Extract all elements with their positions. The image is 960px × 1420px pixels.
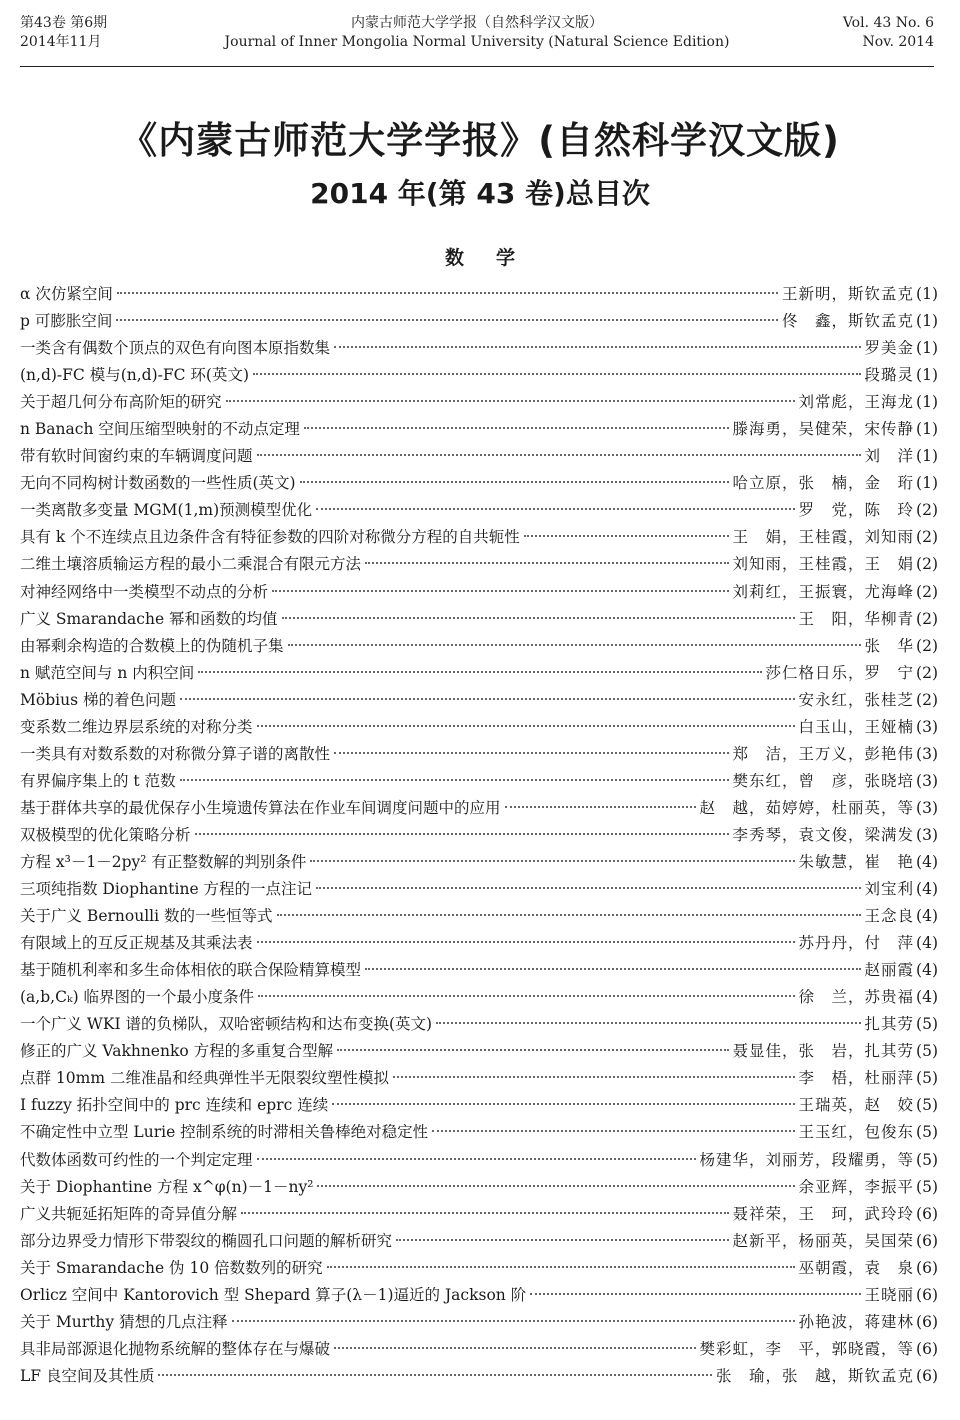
- dot-leader: [334, 1347, 696, 1349]
- header-rule: [20, 66, 934, 67]
- entry-issue: (4): [916, 852, 938, 871]
- entry-issue: (2): [916, 690, 938, 709]
- toc-entry: [20, 904, 938, 931]
- entry-title: 关于 Smarandache 伪 10 倍数数列的研究: [20, 1258, 323, 1277]
- dot-leader: [195, 833, 729, 835]
- entry-authors: 孙艳波，蒋建林: [798, 1312, 915, 1331]
- entry-issue: (5): [916, 1177, 938, 1196]
- toc-entry: [20, 634, 938, 661]
- entry-authors: 佟 鑫，斯钦孟克: [782, 312, 915, 331]
- dot-leader: [316, 887, 860, 889]
- entry-authors: 李 梧，杜丽萍: [798, 1069, 915, 1088]
- dot-leader: [180, 779, 729, 781]
- dot-leader: [257, 941, 795, 943]
- toc-entry: [20, 1310, 938, 1337]
- entry-title: 基于群体共享的最优保存小生境遗传算法在作业车间调度问题中的应用: [20, 798, 501, 817]
- dot-leader: [253, 373, 861, 375]
- toc-entry: [20, 309, 938, 336]
- toc-entry: [20, 796, 938, 823]
- issue-info-en: [843, 14, 934, 52]
- dot-leader: [332, 1103, 794, 1105]
- entry-issue: (2): [916, 636, 938, 655]
- toc-entry: [20, 769, 938, 796]
- entry-authors: 李秀琴，袁文俊，梁满发: [732, 825, 915, 844]
- entry-authors: 王 阳，华柳青: [798, 609, 915, 628]
- entry-issue: (2): [916, 501, 938, 520]
- entry-authors: 刘 洋: [864, 447, 915, 466]
- toc-entry: [20, 552, 938, 579]
- entry-authors: 罗 党，陈 玲: [798, 501, 915, 520]
- entry-authors: 巫朝霞，袁 泉: [798, 1258, 915, 1277]
- entry-title: 点群 10mm 二维准晶和经典弹性半无限裂纹塑性模拟: [20, 1069, 389, 1088]
- entry-issue: (4): [916, 880, 938, 899]
- toc-entry: [20, 1120, 938, 1147]
- entry-title: 具非局部源退化抛物系统解的整体存在与爆破: [20, 1339, 331, 1358]
- toc-entry: [20, 877, 938, 904]
- page-title: 《内蒙古师范大学学报》(自然科学汉文版): [120, 119, 840, 162]
- entry-title: 有界偏序集上的 t 范数: [20, 771, 176, 790]
- toc-entry: [20, 850, 938, 877]
- entry-title: 关于超几何分布高阶矩的研究: [20, 393, 222, 412]
- entry-title: Möbius 梯的着色问题: [20, 690, 176, 709]
- entry-authors: 刘宝利: [864, 880, 915, 899]
- entry-title: 基于随机利率和多生命体相依的联合保险精算模型: [20, 961, 362, 980]
- toc-entry: [20, 688, 938, 715]
- entry-authors: 张 华: [864, 636, 915, 655]
- dot-leader: [226, 400, 795, 402]
- entry-issue: (1): [916, 474, 938, 493]
- entry-authors: 王新明，斯钦孟克: [782, 285, 915, 303]
- entry-authors: 张 瑜，张 越，斯钦孟克: [716, 1366, 915, 1385]
- entry-issue: (5): [916, 1042, 938, 1061]
- entry-issue: (1): [916, 393, 938, 412]
- toc-entry: [20, 661, 938, 688]
- entry-issue: (3): [916, 717, 938, 736]
- entry-title: (n,d)-FC 模与(n,d)-FC 环(英文): [20, 366, 250, 385]
- entry-authors: 杨建华，刘丽芳，段耀勇，等: [699, 1150, 915, 1169]
- entry-issue: (5): [916, 1123, 938, 1142]
- entry-title: 变系数二维边界层系统的对称分类: [20, 717, 253, 736]
- toc-entry: [20, 1175, 938, 1202]
- entry-title: 具有 k 个不连续点且边条件含有特征参数的四阶对称微分方程的自共轭性: [20, 528, 520, 547]
- toc-entry: [20, 1148, 938, 1175]
- entry-authors: 莎仁格日乐，罗 宁: [765, 663, 915, 682]
- dot-leader: [288, 644, 861, 646]
- dot-leader: [334, 346, 861, 348]
- toc-entry: [20, 498, 938, 525]
- running-header: [20, 14, 934, 64]
- entry-issue: (1): [916, 420, 938, 439]
- entry-issue: (2): [916, 582, 938, 601]
- entry-issue: (4): [916, 961, 938, 980]
- entry-title: 一个广义 WKI 谱的负梯队，双哈密顿结构和达布变换(英文): [20, 1015, 433, 1034]
- dot-leader: [505, 806, 696, 808]
- section-heading: 数学: [444, 247, 547, 269]
- entry-issue: (3): [916, 798, 938, 817]
- entry-issue: (6): [916, 1258, 938, 1277]
- dot-leader: [304, 427, 729, 429]
- toc-entry: [20, 1202, 938, 1229]
- entry-issue: (4): [916, 934, 938, 953]
- entry-issue: (6): [916, 1231, 938, 1250]
- entry-authors: 聂祥荣，王 珂，武玲玲: [732, 1204, 915, 1223]
- entry-title: 有限域上的互反正规基及其乘法表: [20, 934, 253, 953]
- entry-issue: (3): [916, 825, 938, 844]
- entry-title: 不确定性中立型 Lurie 控制系统的时滞相关鲁棒绝对稳定性: [20, 1123, 429, 1142]
- entry-issue: (5): [916, 1150, 938, 1169]
- entry-authors: 余亚辉，李振平: [798, 1177, 915, 1196]
- entry-authors: 安永红，张桂芝: [798, 690, 915, 709]
- toc-entry: [20, 1337, 938, 1364]
- volume-issue: 第43卷 第6期: [20, 15, 108, 31]
- issue-date: 2014年11月: [20, 34, 102, 50]
- dot-leader: [393, 1076, 795, 1078]
- dot-leader: [300, 481, 729, 483]
- toc-entry: [20, 363, 938, 390]
- dot-leader: [277, 914, 861, 916]
- toc-entry: [20, 985, 938, 1012]
- entry-title: 修正的广义 Vakhnenko 方程的多重复合型解: [20, 1042, 334, 1061]
- entry-title: 一类具有对数系数的对称微分算子谱的离散性: [20, 744, 331, 763]
- entry-authors: 赵丽霞: [864, 961, 915, 980]
- entry-authors: 赵 越，茹婷婷，杜丽英，等: [699, 798, 915, 817]
- entry-issue: (6): [916, 1339, 938, 1358]
- entry-issue: (4): [916, 907, 938, 926]
- volume-issue-en: Vol. 43 No. 6: [842, 15, 934, 31]
- entry-title: 关于 Diophantine 方程 x^φ(n)－1－ny²: [20, 1177, 314, 1196]
- entry-issue: (2): [916, 555, 938, 574]
- entry-issue: (1): [916, 366, 938, 385]
- entry-issue: (2): [916, 528, 938, 547]
- page-subtitle: 2014 年(第 43 卷)总目次: [310, 177, 650, 210]
- entry-authors: 扎其劳: [864, 1015, 915, 1034]
- toc-entry: [20, 931, 938, 958]
- toc-entry: [20, 715, 938, 742]
- toc-entry: [20, 1012, 938, 1039]
- dot-leader: [337, 1049, 728, 1051]
- entry-issue: (5): [916, 1096, 938, 1115]
- dot-leader: [317, 1185, 794, 1187]
- entry-authors: 王 娟，王桂霞，刘知雨: [732, 528, 915, 547]
- entry-title: 对神经网络中一类模型不动点的分析: [20, 582, 269, 601]
- entry-issue: (5): [916, 1015, 938, 1034]
- entry-title: n Banach 空间压缩型映射的不动点定理: [20, 420, 300, 439]
- toc-entry: [20, 607, 938, 634]
- entry-authors: 刘莉红，王振寰，尤海峰: [732, 582, 915, 601]
- entry-title: 二维土壤溶质输运方程的最小二乘混合有限元方法: [20, 555, 362, 574]
- dot-leader: [272, 590, 729, 592]
- toc-entry: [20, 282, 938, 309]
- entry-issue: (6): [916, 1366, 938, 1385]
- entry-authors: 白玉山，王娅楠: [798, 717, 915, 736]
- toc-entry: [20, 742, 938, 769]
- entry-issue: (3): [916, 771, 938, 790]
- dot-leader: [365, 968, 861, 970]
- dot-leader: [258, 995, 794, 997]
- dot-leader: [316, 508, 794, 510]
- dot-leader: [158, 1374, 712, 1376]
- entry-title: 部分边界受力情形下带裂纹的椭圆孔口问题的解析研究: [20, 1231, 393, 1250]
- entry-issue: (6): [916, 1312, 938, 1331]
- entry-authors: 王念良: [864, 907, 915, 926]
- dot-leader: [116, 319, 778, 321]
- entry-authors: 滕海勇，吴健荣，宋传静: [732, 420, 915, 439]
- entry-title: 一类含有偶数个顶点的双色有向图本原指数集: [20, 339, 331, 358]
- dot-leader: [530, 1293, 860, 1295]
- entry-title: (a,b,Cₖ) 临界图的一个最小度条件: [20, 988, 255, 1007]
- toc-entry: [20, 417, 938, 444]
- dot-leader: [524, 535, 729, 537]
- toc-entry: [20, 444, 938, 471]
- entry-issue: (1): [916, 285, 938, 303]
- entry-authors: 哈立原，张 楠，金 珩: [732, 474, 915, 493]
- dot-leader: [257, 454, 861, 456]
- entry-title: 关于广义 Bernoulli 数的一些恒等式: [20, 907, 273, 926]
- toc-entry: [20, 1093, 938, 1120]
- toc-entry: [20, 1229, 938, 1256]
- toc-entry: [20, 1066, 938, 1093]
- entry-title: 代数体函数可约性的一个判定定理: [20, 1150, 253, 1169]
- dot-leader: [327, 1266, 795, 1268]
- toc-entry: [20, 1283, 938, 1310]
- toc-entry: [20, 1364, 938, 1391]
- toc-entry: [20, 580, 938, 607]
- entry-authors: 聂显佳，张 岩，扎其劳: [732, 1042, 915, 1061]
- entry-title: 广义 Smarandache 幂和函数的均值: [20, 609, 278, 628]
- entry-authors: 樊彩虹，李 平，郭晓霞，等: [699, 1339, 915, 1358]
- toc-entry: [20, 336, 938, 363]
- entry-authors: 朱敏慧，崔 艳: [798, 852, 915, 871]
- dot-leader: [180, 698, 795, 700]
- entry-issue: (4): [916, 988, 938, 1007]
- entry-title: Orlicz 空间中 Kantorovich 型 Shepard 算子(λ－1)逼近的 Jackson 阶: [20, 1285, 527, 1304]
- toc-entry: [20, 525, 938, 552]
- entry-authors: 樊东红，曾 彦，张晓培: [732, 771, 915, 790]
- entry-title: 一类离散多变量 MGM(1,m)预测模型优化: [20, 501, 313, 520]
- entry-issue: (6): [916, 1285, 938, 1304]
- toc-entry: [20, 1039, 938, 1066]
- entry-issue: (1): [916, 339, 938, 358]
- entry-issue: (2): [916, 663, 938, 682]
- entry-issue: (6): [916, 1204, 938, 1223]
- entry-title: 关于 Murthy 猜想的几点注释: [20, 1312, 228, 1331]
- table-of-contents: [20, 282, 938, 1391]
- entry-authors: 王瑞英，赵 姣: [798, 1096, 915, 1115]
- dot-leader: [198, 671, 761, 673]
- toc-entry: [20, 471, 938, 498]
- entry-title: 方程 x³－1－2py² 有正整数解的判别条件: [20, 852, 307, 871]
- dot-leader: [232, 1320, 795, 1322]
- dot-leader: [310, 860, 794, 862]
- entry-title: α 次仿紧空间: [20, 285, 113, 303]
- entry-issue: (1): [916, 312, 938, 331]
- entry-title: I fuzzy 拓扑空间中的 prc 连续和 eprc 连续: [20, 1096, 329, 1115]
- entry-authors: 刘知雨，王桂霞，王 娟: [732, 555, 915, 574]
- entry-title: 带有软时间窗约束的车辆调度问题: [20, 447, 253, 466]
- entry-title: 三项纯指数 Diophantine 方程的一点注记: [20, 880, 313, 899]
- dot-leader: [282, 617, 795, 619]
- dot-leader: [257, 725, 795, 727]
- entry-title: LF 良空间及其性质: [20, 1366, 155, 1385]
- entry-authors: 苏丹丹，付 萍: [798, 934, 915, 953]
- entry-authors: 段璐灵: [864, 366, 915, 385]
- entry-authors: 赵新平，杨丽英，吴国荣: [732, 1231, 915, 1250]
- journal-name-cn: 内蒙古师范大学学报（自然科学汉文版）: [351, 15, 603, 31]
- entry-authors: 刘常彪，王海龙: [798, 393, 915, 412]
- journal-name: [20, 14, 934, 52]
- dot-leader: [117, 292, 778, 294]
- entry-authors: 徐 兰，苏贵福: [798, 988, 915, 1007]
- dot-leader: [257, 1158, 696, 1160]
- dot-leader: [432, 1130, 794, 1132]
- entry-issue: (3): [916, 744, 938, 763]
- dot-leader: [334, 752, 729, 754]
- toc-entry: [20, 390, 938, 417]
- toc-entry: [20, 958, 938, 985]
- entry-authors: 罗美金: [864, 339, 915, 358]
- entry-issue: (5): [916, 1069, 938, 1088]
- entry-title: n 赋范空间与 n 内积空间: [20, 663, 195, 682]
- entry-title: 由幂剩余构造的合数模上的伪随机子集: [20, 636, 284, 655]
- dot-leader: [365, 562, 729, 564]
- entry-authors: 郑 洁，王万义，彭艳伟: [732, 744, 915, 763]
- entry-title: 无向不同构树计数函数的一些性质(英文): [20, 474, 296, 493]
- dot-leader: [436, 1022, 860, 1024]
- entry-title: 广义共轭延拓矩阵的奇异值分解: [20, 1204, 238, 1223]
- entry-issue: (2): [916, 609, 938, 628]
- entry-title: p 可膨胀空间: [20, 312, 113, 331]
- issue-date-en: Nov. 2014: [862, 34, 934, 50]
- entry-title: 双极模型的优化策略分析: [20, 825, 191, 844]
- dot-leader: [241, 1212, 729, 1214]
- entry-authors: 王晓丽: [864, 1285, 915, 1304]
- toc-entry: [20, 1256, 938, 1283]
- toc-entry: [20, 823, 938, 850]
- dot-leader: [396, 1239, 729, 1241]
- entry-authors: 王玉红，包俊东: [798, 1123, 915, 1142]
- entry-issue: (1): [916, 447, 938, 466]
- journal-name-en: Journal of Inner Mongolia Normal University (Natural Science Edition): [224, 34, 730, 50]
